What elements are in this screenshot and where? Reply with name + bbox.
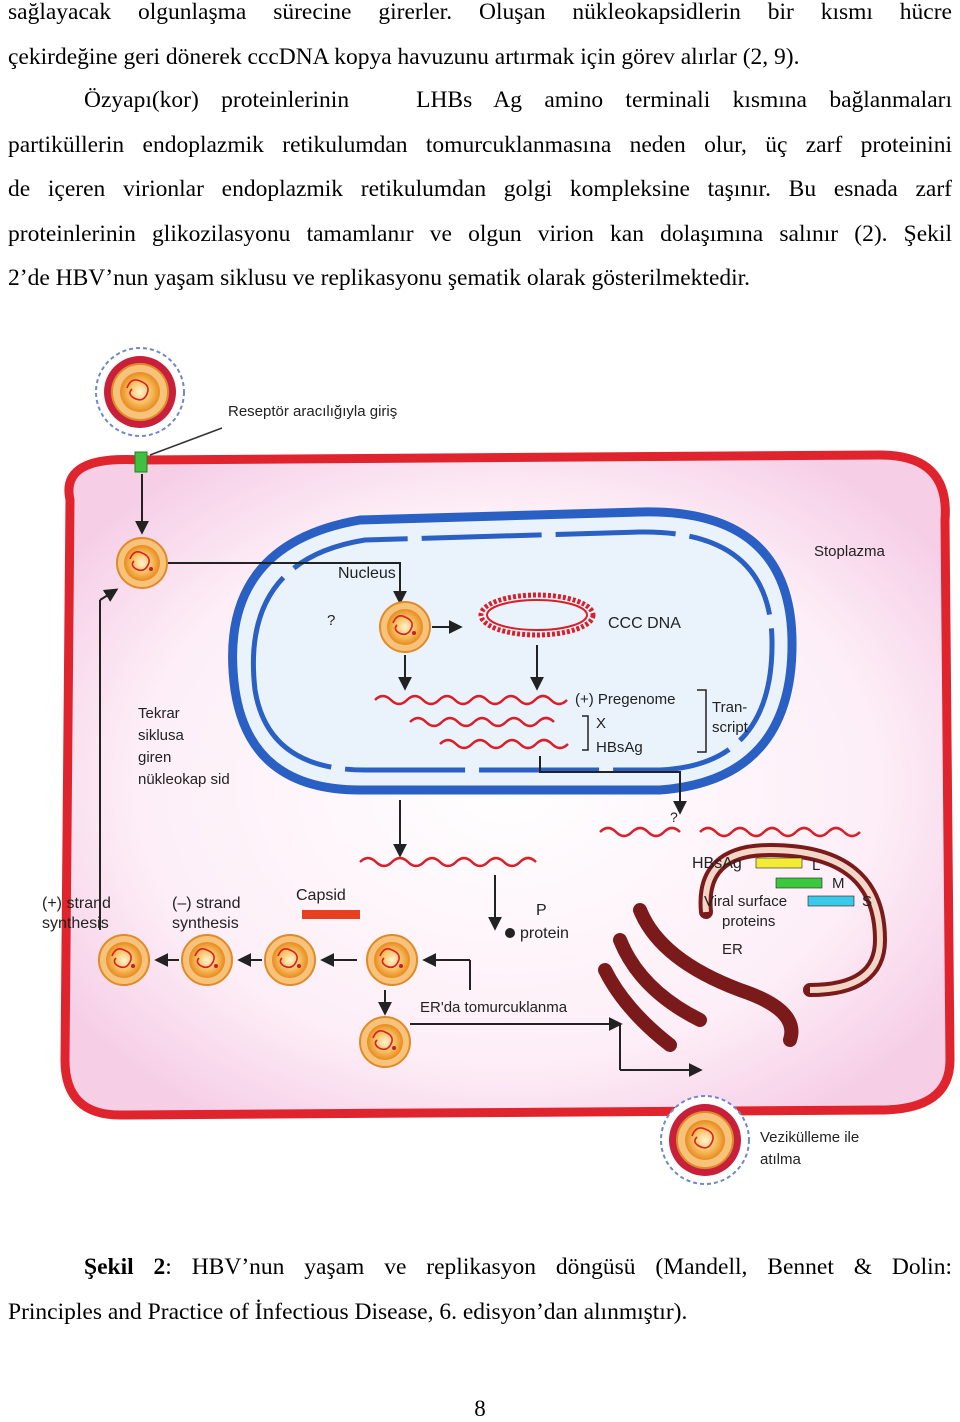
entry-label: Reseptör aracılığıyla giriş — [228, 403, 398, 420]
viral-surface-label-2: proteins — [722, 913, 776, 930]
m-label: M — [832, 875, 845, 892]
transcript-label-1: Tran- — [712, 699, 748, 716]
figure-caption — [8, 1245, 952, 1334]
p-protein-label-1: P — [536, 902, 547, 919]
recycle-label-2: siklusa — [138, 727, 184, 744]
minus-strand-label-2: synthesis — [172, 915, 239, 932]
m-protein-bar — [776, 878, 822, 888]
text-line: 2’de HBV’nun yaşam siklusu ve replikasyonu şematik olarak gösterilmektedir. — [8, 265, 751, 291]
p-protein-label-2: protein — [520, 925, 569, 942]
caption-figure-number: Şekil 2 — [84, 1254, 166, 1280]
capsid-icon — [99, 935, 149, 985]
caption-text-1: : HBV’nun yaşam ve replikasyon döngüsü (Mandell, Bennet & Dolin: — [165, 1254, 952, 1280]
recycle-label-1: Tekrar — [138, 705, 180, 722]
er-label: ER — [722, 941, 743, 958]
plus-strand-label-2: synthesis — [42, 915, 109, 932]
release-label-2: atılma — [760, 1151, 801, 1168]
capsid-icon — [117, 538, 167, 588]
release-label-1: Vezikülleme ile — [760, 1129, 860, 1146]
capsid-label: Capsid — [296, 887, 346, 904]
receptor-icon — [135, 452, 147, 472]
viral-surface-label-1: Viral surface — [704, 893, 788, 910]
cytoplasm-label: Stoplazma — [814, 543, 885, 560]
text-line: çekirdeğine geri dönerek cccDNA kopya havuzunu artırmak için görev alırlar (2, 9). — [8, 43, 800, 70]
s-protein-bar — [808, 896, 854, 906]
recycle-label-4: nükleokap sid — [138, 771, 230, 788]
p-protein-dot — [505, 928, 515, 938]
transcript-label-2: script — [712, 719, 748, 736]
l-protein-bar — [756, 858, 802, 868]
page-number: 8 — [474, 1396, 486, 1421]
body-paragraph-1 — [8, 0, 952, 79]
plus-strand-label-1: (+) strand — [42, 895, 111, 912]
nuclear-capsid-icon — [380, 602, 430, 652]
body-paragraph-2 — [8, 78, 952, 301]
caption-line-1 — [8, 1245, 952, 1290]
s-label: S — [862, 893, 873, 910]
text-line: Özyapı(kor) proteinlerinin LHBs Ag amino terminali kısmına bağlanmaları — [84, 87, 952, 113]
recycle-label-3: giren — [138, 749, 172, 766]
hbsag-rna-label: HBsAg — [596, 739, 643, 756]
capsid-icon — [265, 935, 315, 985]
capsid-protein-bar — [302, 910, 360, 919]
text-line: proteinlerinin glikozilasyonu tamamlanır ve olgun virion kan dolaşımına salınır (2). Şekil — [8, 220, 952, 247]
released-virion — [661, 1096, 749, 1184]
question-mark-2: ? — [670, 809, 678, 825]
text-line: de içeren virionlar endoplazmik retikulumdan golgi kompleksine taşınır. Bu esnada zarf — [8, 176, 952, 202]
er-budding-label: ER'da tomurcuklanma — [420, 999, 568, 1016]
text-line: sağlayacak olgunlaşma sürecine girerler. Oluşan nükleokapsidlerin bir kısmı hücre — [8, 0, 952, 25]
capsid-icon — [367, 935, 417, 985]
x-label: X — [596, 715, 607, 732]
hbsag-er-label: HBsAg — [692, 855, 742, 872]
pregenome-label: (+) Pregenome — [575, 691, 676, 708]
hbv-life-cycle-figure — [0, 340, 960, 1200]
text-line: partiküllerin endoplazmik retikulumdan tomurcuklanmasına neden olur, üç zarf proteinini — [8, 131, 952, 158]
caption-line-2: Principles and Practice of İnfectious Disease, 6. edisyon’dan alınmıştır). — [8, 1298, 688, 1325]
entering-virion — [96, 348, 184, 436]
nucleus-label: Nucleus — [338, 565, 396, 582]
question-mark-1: ? — [327, 612, 336, 629]
ccc-dna-label: CCC DNA — [608, 615, 681, 632]
minus-strand-label-1: (–) strand — [172, 895, 241, 912]
budding-capsid-icon — [360, 1017, 410, 1067]
capsid-icon — [182, 935, 232, 985]
l-label: L — [812, 857, 821, 874]
